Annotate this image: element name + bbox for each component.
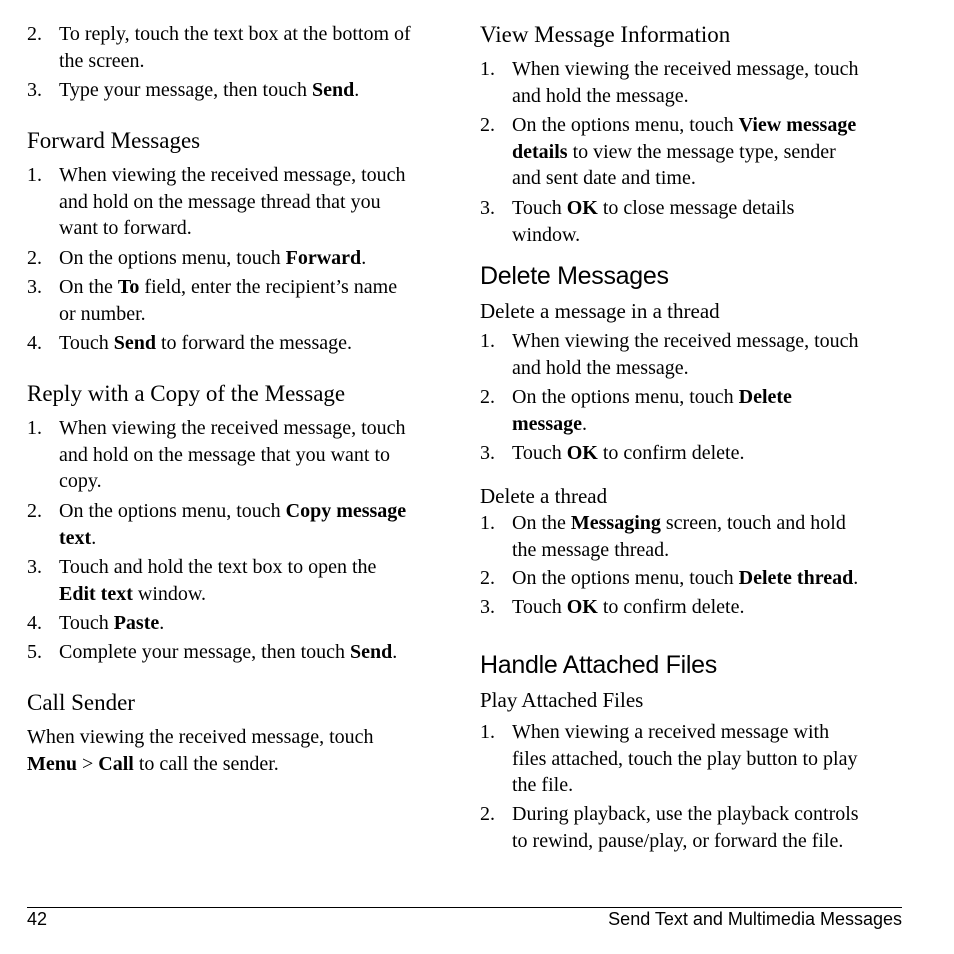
bold-term: Menu (27, 752, 77, 775)
bold-term: Edit text (59, 582, 133, 605)
item-text: the screen. (59, 49, 145, 72)
item-text: When viewing the received message, touch (512, 58, 859, 80)
section-heading-call-sender: Call Sender (27, 690, 135, 715)
item-number: 3. (27, 276, 42, 298)
section-heading-reply-copy: Reply with a Copy of the Message (27, 381, 346, 406)
item-text: When viewing a received message with (512, 721, 830, 743)
bold-term: Send (311, 79, 355, 101)
section-heading-forward: Forward Messages (27, 128, 201, 153)
item-text: On the options menu, touch (512, 567, 739, 589)
bold-term: Send (350, 641, 393, 663)
item-text: to confirm delete. (597, 442, 745, 464)
item-number: 2. (27, 23, 42, 45)
bold-term: Copy message (285, 500, 407, 522)
item-text: to forward the message. (155, 332, 352, 354)
item-text: On the options menu, touch (59, 500, 286, 522)
item-text: When viewing the received message, touch (59, 164, 406, 186)
section-heading-delete: Delete Messages (480, 262, 669, 290)
item-text: field, enter the recipient’s name (139, 276, 398, 298)
bold-term: OK (566, 197, 598, 219)
item-number: 2. (480, 803, 495, 825)
subheading-delete-thread: Delete a thread (480, 484, 608, 508)
item-text: Touch (512, 596, 567, 618)
item-text: and hold on the message that you want to (59, 443, 391, 466)
item-text: When viewing the received message, touch (59, 417, 406, 439)
bold-term: View message (738, 114, 857, 136)
item-number: 1. (480, 58, 495, 80)
item-number: 4. (27, 332, 42, 354)
item-text: To reply, touch the text box at the bottom of (59, 23, 411, 45)
paragraph-text: > (77, 752, 99, 775)
item-text: and hold the message. (512, 356, 689, 379)
item-number: 1. (480, 721, 495, 743)
subheading-delete-message: Delete a message in a thread (480, 299, 720, 323)
section-heading-attached-files: Handle Attached Files (480, 651, 717, 679)
item-text: . (159, 612, 165, 634)
section-heading-view-info: View Message Information (480, 22, 731, 47)
item-text: screen, touch and hold (660, 512, 846, 534)
item-number: 2. (480, 114, 495, 136)
bold-term: OK (566, 596, 598, 618)
bold-term: Call (98, 752, 134, 775)
bold-term: OK (566, 442, 598, 464)
item-number: 3. (480, 596, 495, 618)
bold-term: To (117, 276, 140, 298)
item-number: 2. (27, 500, 42, 522)
bold-term: details (512, 140, 568, 163)
item-number: 5. (27, 641, 42, 663)
paragraph-text: When viewing the received message, touch (27, 726, 374, 748)
subheading-play-files: Play Attached Files (480, 688, 644, 712)
item-text: files attached, touch the play button to play (512, 747, 858, 770)
item-text: or number. (59, 302, 146, 325)
item-number: 3. (480, 442, 495, 464)
bold-term: Delete thread (738, 567, 854, 589)
footer-section-title: Send Text and Multimedia Messages (608, 909, 902, 929)
item-text: . (853, 567, 859, 589)
item-text: On the options menu, touch (59, 247, 286, 269)
item-text: to rewind, pause/play, or forward the file. (512, 829, 844, 852)
item-text: On the options menu, touch (512, 386, 739, 408)
item-text: Type your message, then touch (59, 79, 312, 101)
item-text: . (361, 247, 367, 269)
item-number: 2. (480, 567, 495, 589)
item-text: the message thread. (512, 538, 670, 561)
bold-term: text (59, 526, 92, 549)
bold-term: message (512, 412, 582, 435)
item-text: want to forward. (59, 217, 192, 239)
item-number: 4. (27, 612, 42, 634)
item-text: Touch (512, 197, 567, 219)
item-text: and hold on the message thread that you (59, 190, 381, 213)
item-text: . (392, 641, 398, 663)
item-text: to view the message type, sender (567, 140, 836, 163)
item-number: 2. (27, 247, 42, 269)
item-text: Touch and hold the text box to open the (59, 556, 377, 578)
item-text: Touch (59, 332, 114, 354)
paragraph-text: to call the sender. (133, 752, 279, 775)
item-text: During playback, use the playback controls (512, 803, 859, 825)
item-text: . (354, 79, 360, 101)
item-text: the file. (512, 774, 574, 796)
call-sender-paragraph (27, 724, 447, 777)
item-text: . (91, 526, 97, 549)
footer-rule (27, 907, 902, 908)
item-text: Touch (59, 612, 114, 634)
item-text: Complete your message, then touch (59, 641, 351, 663)
item-number: 1. (480, 330, 495, 352)
bold-term: Send (113, 332, 156, 354)
item-number: 1. (27, 164, 42, 186)
item-text: and hold the message. (512, 84, 689, 107)
item-text: to close message details (597, 197, 795, 219)
item-text: window. (132, 582, 207, 605)
item-number: 2. (480, 386, 495, 408)
item-text: When viewing the received message, touch (512, 330, 859, 352)
item-number: 1. (27, 417, 42, 439)
item-number: 1. (480, 512, 495, 534)
item-text: On the (59, 276, 118, 298)
bold-term: Forward (285, 247, 362, 269)
item-text: copy. (59, 470, 102, 492)
bold-term: Delete (738, 386, 792, 408)
item-text: On the (512, 512, 571, 534)
item-text: . (581, 412, 587, 435)
item-text: and sent date and time. (512, 167, 696, 189)
item-number: 3. (480, 197, 495, 219)
bold-term: Paste (113, 612, 160, 634)
item-text: window. (512, 223, 581, 246)
page-number: 42 (27, 909, 48, 929)
item-text: Touch (512, 442, 567, 464)
item-text: On the options menu, touch (512, 114, 739, 136)
item-number: 3. (27, 556, 42, 578)
bold-term: Messaging (570, 512, 661, 534)
item-text: to confirm delete. (597, 596, 745, 618)
item-number: 3. (27, 79, 42, 101)
